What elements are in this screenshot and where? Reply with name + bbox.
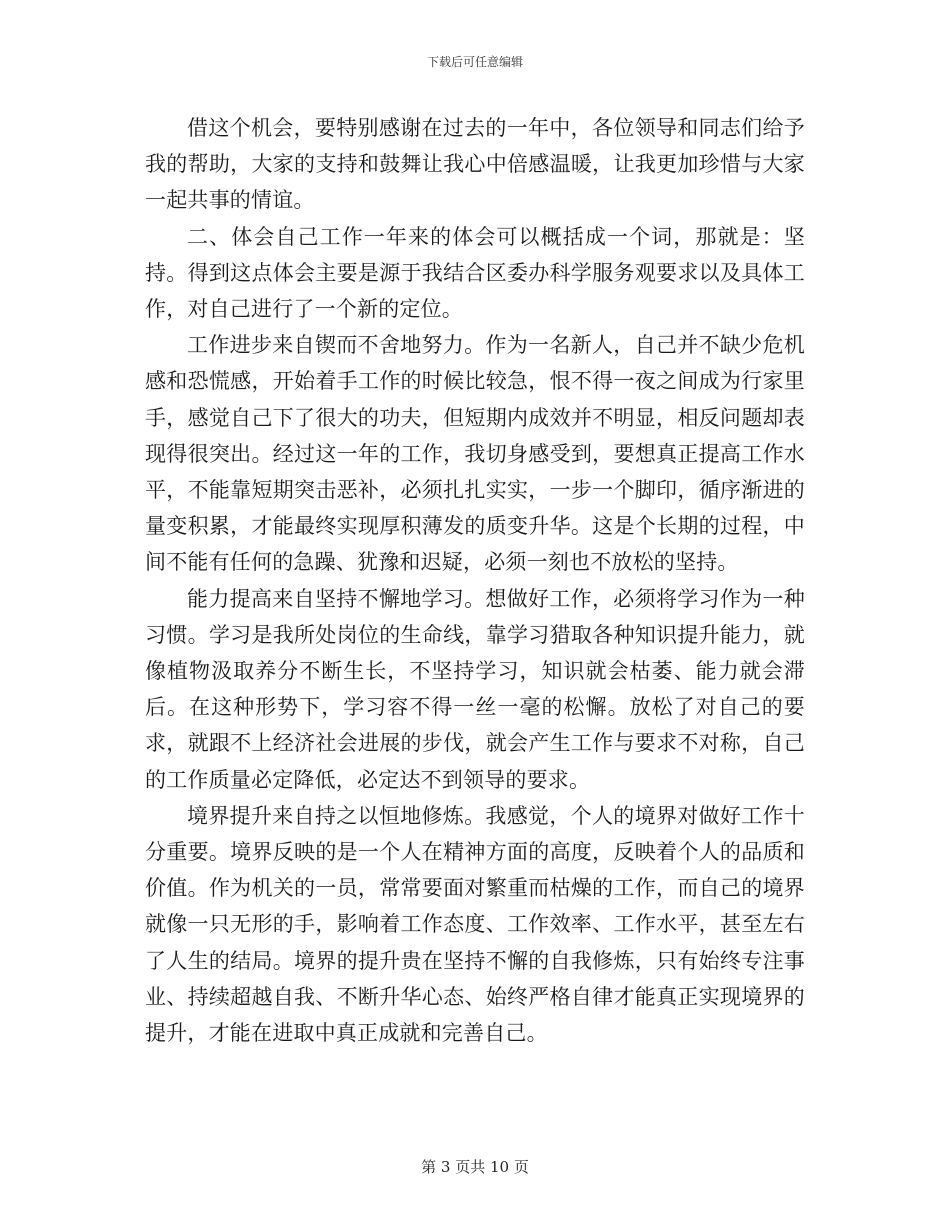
paragraph: 借这个机会，要特别感谢在过去的一年中，各位领导和同志们给予我的帮助，大家的支持和鼓舞让我心中倍感温暖，让我更加珍惜与大家一起共事的情谊。 <box>145 116 805 213</box>
page-number-footer: 第 3 页共 10 页 <box>421 1158 529 1176</box>
paragraph: 能力提高来自坚持不懈地学习。想做好工作，必须将学习作为一种习惯。学习是我所处岗位的生命线，靠学习猎取各种知识提升能力，就像植物汲取养分不断生长，不坚持学习，知识就会枯萎、能力就会滞后。在这种形势下，学习容不得一丝一毫的松懈。放松了对自己的要求，就跟不上经济社会进展的步伐，就会产生工作与要求不对称，自己的工作质量必定降低，必定达不到领导的要求。 <box>145 586 805 792</box>
page-header: 下载后可任意编辑 <box>426 55 523 69</box>
document-body <box>145 110 805 1051</box>
paragraph: 境界提升来自持之以恒地修炼。我感觉，个人的境界对做好工作十分重要。境界反映的是一个人在精神方面的高度，反映着个人的品质和价值。作为机关的一员，常常要面对繁重而枯燥的工作，而自己的境界就像一只无形的手，影响着工作态度、工作效率、工作水平，甚至左右了人生的结局。境界的提升贵在坚持不懈的自我修炼，只有始终专注事业、持续超越自我、不断升华心态、始终严格自律才能真正实现境界的提升，才能在进取中真正成就和完善自己。 <box>145 803 805 1046</box>
paragraph: 工作进步来自锲而不舍地努力。作为一名新人，自己并不缺少危机感和恐慌感，开始着手工作的时候比较急，恨不得一夜之间成为行家里手，感觉自己下了很大的功夫，但短期内成效并不明显，相反问题却表现得很突出。经过这一年的工作，我切身感受到，要想真正提高工作水平，不能靠短期突击恶补，必须扎扎实实，一步一个脚印，循序渐进的量变积累，才能最终实现厚积薄发的质变升华。这是个长期的过程，中间不能有任何的急躁、犹豫和迟疑，必须一刻也不放松的坚持。 <box>145 333 805 575</box>
paragraph: 二、体会自己工作一年来的体会可以概括成一个词，那就是：坚持。得到这点体会主要是源于我结合区委办科学服务观要求以及具体工作，对自己进行了一个新的定位。 <box>145 224 805 322</box>
